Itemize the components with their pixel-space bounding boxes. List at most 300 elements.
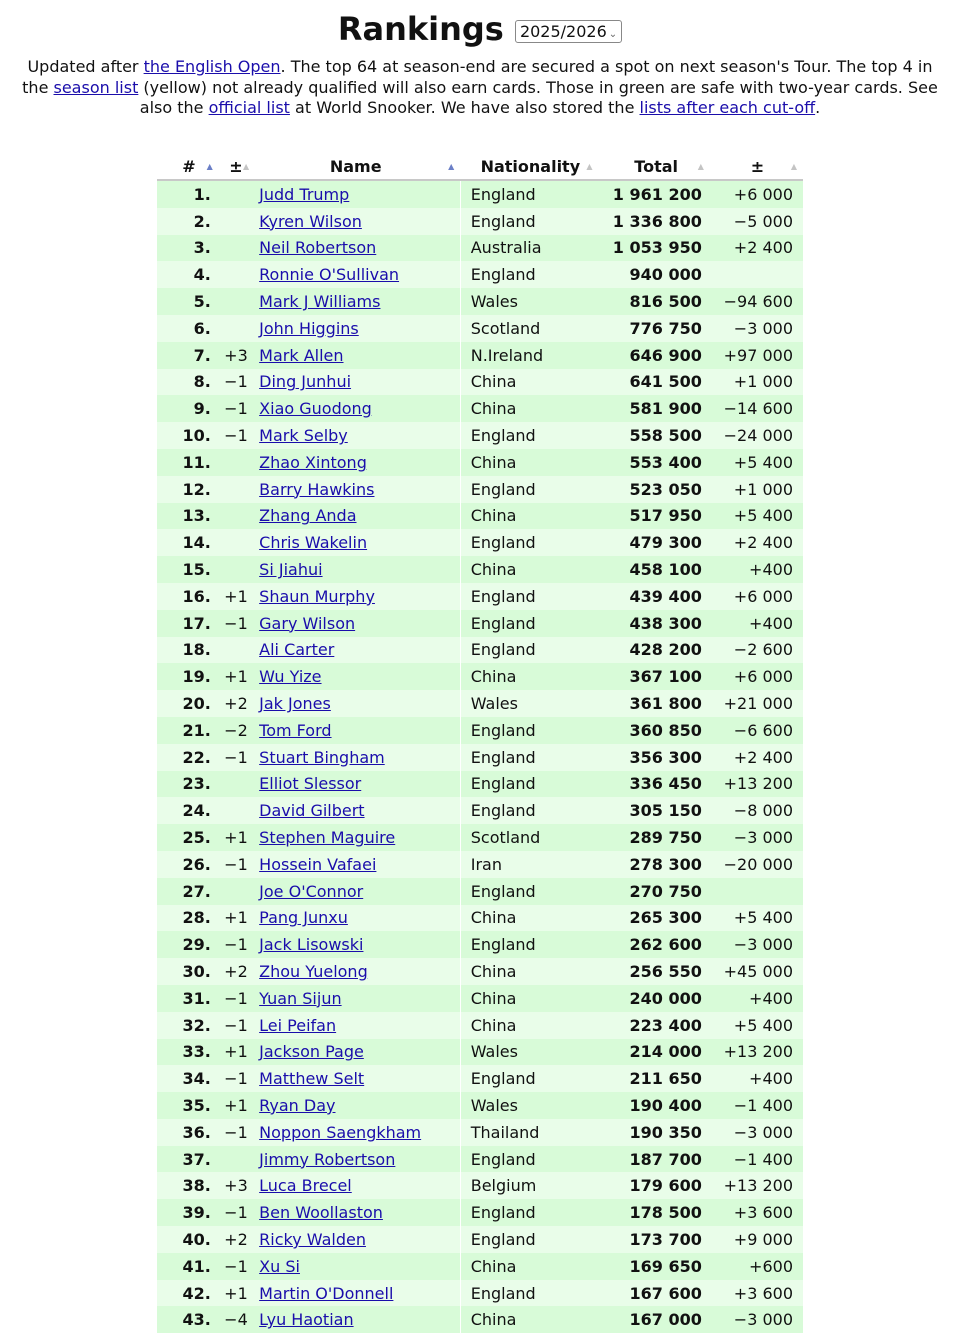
points-diff-cell [712, 851, 803, 878]
total-points-cell [600, 771, 711, 798]
table-row [157, 663, 803, 690]
total-points-cell: 178 500 [629, 1203, 702, 1223]
player-name-cell [251, 931, 460, 958]
player-name-link[interactable]: Xiao Guodong [259, 399, 372, 419]
nationality-cell: England [470, 935, 536, 955]
points-diff-cell: +5 400 [733, 506, 793, 526]
total-points-cell: 439 400 [629, 586, 702, 606]
points-diff-cell: +400 [749, 988, 793, 1008]
points-diff-cell: +9 000 [733, 1229, 793, 1249]
player-name-cell [251, 503, 460, 530]
nationality-cell [460, 1172, 600, 1199]
rank-cell [157, 878, 221, 905]
player-name-link[interactable]: Chris Wakelin [259, 533, 368, 553]
player-name-link[interactable]: Si Jiahui [259, 560, 323, 580]
player-name-link[interactable]: Luca Brecel [259, 1176, 352, 1196]
intro-text-part: . The top 64 at season-end are secured a spot on next season's Tour. The top 4 in the [22, 57, 933, 97]
player-name-link[interactable]: Zhao Xintong [259, 452, 367, 472]
nationality-cell [460, 824, 600, 851]
player-name-link[interactable]: Stuart Bingham [259, 747, 385, 767]
points-diff-cell [712, 985, 803, 1012]
table-row [157, 235, 803, 262]
points-diff-cell [712, 717, 803, 744]
rank-cell: 43. [182, 1310, 211, 1330]
rank-change-cell: −4 [224, 1310, 248, 1330]
player-name-link[interactable]: Jackson Page [259, 1042, 364, 1062]
rank-cell [157, 744, 221, 771]
player-name-link[interactable]: Neil Robertson [259, 238, 377, 258]
points-diff-cell [712, 208, 803, 235]
player-name-link[interactable]: Shaun Murphy [259, 586, 375, 606]
table-row [157, 905, 803, 932]
rank-cell [157, 824, 221, 851]
player-name-link[interactable]: Jack Lisowski [259, 935, 364, 955]
rank-change-cell [221, 235, 251, 262]
nationality-cell: Thailand [470, 1122, 540, 1142]
rank-change-cell [221, 261, 251, 288]
points-diff-cell: +3 600 [733, 1203, 793, 1223]
player-name-link[interactable]: Mark Selby [259, 426, 348, 446]
rank-cell: 42. [182, 1283, 211, 1303]
rank-change-cell [221, 797, 251, 824]
nationality-cell: Wales [470, 1095, 518, 1115]
rank-cell [157, 1065, 221, 1092]
player-name-link[interactable]: Ryan Day [259, 1095, 336, 1115]
nationality-cell [460, 663, 600, 690]
player-name-cell [251, 208, 460, 235]
cutoff-lists-link[interactable]: lists after each cut-off [639, 98, 816, 117]
player-name-link[interactable]: David Gilbert [259, 801, 365, 821]
nationality-cell: Australia [470, 238, 542, 258]
points-diff-cell [712, 315, 803, 342]
player-name-link[interactable]: Judd Trump [259, 184, 350, 204]
points-diff-cell: +6 000 [733, 667, 793, 687]
points-diff-cell [712, 905, 803, 932]
english-open-link[interactable]: the English Open [143, 57, 281, 76]
table-row [157, 1065, 803, 1092]
points-diff-cell [712, 288, 803, 315]
nationality-cell: England [470, 1229, 536, 1249]
nationality-cell [460, 931, 600, 958]
points-diff-cell [712, 744, 803, 771]
nationality-cell [460, 529, 600, 556]
nationality-cell: England [470, 586, 536, 606]
player-name-link[interactable]: Noppon Saengkham [259, 1122, 422, 1142]
player-name-link[interactable]: Martin O'Donnell [259, 1283, 394, 1303]
points-diff-cell: +5 400 [733, 908, 793, 928]
nationality-cell: China [470, 1256, 517, 1276]
rank-cell [157, 180, 221, 208]
player-name-cell [251, 663, 460, 690]
nationality-cell: China [470, 372, 517, 392]
nationality-cell [460, 583, 600, 610]
nationality-cell: Wales [470, 694, 518, 714]
points-diff-cell: +6 000 [733, 184, 793, 204]
player-name-link[interactable]: Yuan Sijun [259, 988, 342, 1008]
nationality-cell [460, 744, 600, 771]
nationality-cell: England [470, 1149, 536, 1169]
nationality-cell: England [470, 881, 536, 901]
rank-cell [157, 315, 221, 342]
rank-change-cell: −2 [224, 720, 248, 740]
table-row [157, 985, 803, 1012]
rank-cell [157, 208, 221, 235]
player-name-link[interactable]: Ronnie O'Sullivan [259, 265, 400, 285]
intro-text-part: Updated after [27, 57, 144, 76]
rank-change-cell [221, 556, 251, 583]
nationality-cell [460, 315, 600, 342]
player-name-cell [251, 1253, 460, 1280]
col-header-label: ± [229, 156, 243, 176]
table-row [157, 476, 803, 503]
rank-change-cell [221, 610, 251, 637]
player-name-link[interactable]: Elliot Slessor [259, 774, 362, 794]
rank-change-cell: +1 [224, 586, 248, 606]
total-points-cell: 940 000 [629, 265, 702, 285]
table-row [157, 1280, 803, 1307]
rank-cell: 27. [182, 881, 211, 901]
total-points-cell [600, 1119, 711, 1146]
total-points-cell [600, 369, 711, 396]
rank-change-cell: +1 [224, 1095, 248, 1115]
nationality-cell [460, 342, 600, 369]
col-header-rank[interactable] [157, 153, 221, 180]
total-points-cell: 1 336 800 [612, 211, 702, 231]
col-header-diff[interactable] [712, 153, 803, 180]
rank-cell [157, 1012, 221, 1039]
total-points-cell [600, 422, 711, 449]
total-points-cell [600, 824, 711, 851]
rank-cell: 4. [193, 265, 211, 285]
total-points-cell [600, 717, 711, 744]
total-points-cell: 646 900 [629, 345, 702, 365]
player-name-link[interactable]: Ricky Walden [259, 1229, 366, 1249]
points-diff-cell [712, 931, 803, 958]
player-name-link[interactable]: Zhou Yuelong [259, 962, 368, 981]
points-diff-cell [712, 797, 803, 824]
season-select[interactable] [515, 20, 622, 43]
total-points-cell: 214 000 [629, 1042, 702, 1062]
rank-cell: 26. [182, 854, 211, 874]
total-points-cell [600, 556, 711, 583]
player-name-link[interactable]: Xu Si [259, 1256, 300, 1276]
rank-change-cell [221, 449, 251, 476]
player-name-cell [251, 1012, 460, 1039]
player-name-cell [251, 1119, 460, 1146]
col-header-nationality[interactable] [460, 153, 600, 180]
rank-change-cell [221, 342, 251, 369]
total-points-cell: 356 300 [629, 747, 702, 767]
player-name-cell [251, 958, 460, 985]
total-points-cell: 458 100 [629, 560, 702, 580]
points-diff-cell: −3 000 [733, 318, 793, 338]
rank-change-cell [221, 1012, 251, 1039]
rank-change-cell: +2 [224, 962, 248, 981]
table-row [157, 771, 803, 798]
player-name-cell [251, 235, 460, 262]
rank-cell: 6. [193, 318, 211, 338]
player-name-link[interactable]: Pang Junxu [259, 908, 348, 928]
points-diff-cell: −3 000 [733, 1122, 793, 1142]
official-list-link[interactable]: official list [208, 98, 290, 117]
rank-cell [157, 261, 221, 288]
rank-cell: 8. [193, 372, 211, 392]
nationality-cell [460, 878, 600, 905]
points-diff-cell [712, 449, 803, 476]
rank-cell: 28. [182, 908, 211, 928]
rank-change-cell [221, 1226, 251, 1253]
points-diff-cell [712, 1199, 803, 1226]
table-row [157, 342, 803, 369]
points-diff-cell: −3 000 [733, 828, 793, 848]
player-name-link[interactable]: Tom Ford [259, 720, 332, 740]
nationality-cell: Belgium [470, 1176, 537, 1196]
rank-change-cell [221, 1253, 251, 1280]
player-name-cell [251, 449, 460, 476]
total-points-cell: 270 750 [629, 881, 702, 901]
player-name-link[interactable]: Jimmy Robertson [259, 1149, 396, 1169]
rank-change-cell: +1 [224, 1283, 248, 1303]
points-diff-cell: +21 000 [723, 694, 793, 714]
total-points-cell [600, 288, 711, 315]
player-name-cell [251, 1280, 460, 1307]
total-points-cell: 361 800 [629, 694, 702, 714]
table-row [157, 208, 803, 235]
total-points-cell [600, 1146, 711, 1173]
rank-change-cell: +1 [224, 667, 248, 687]
rank-change-cell [221, 931, 251, 958]
rank-change-cell [221, 395, 251, 422]
total-points-cell: 816 500 [629, 292, 702, 312]
points-diff-cell: +13 200 [723, 1176, 793, 1196]
total-points-cell [600, 1065, 711, 1092]
player-name-link[interactable]: Wu Yize [259, 667, 322, 687]
table-row [157, 1039, 803, 1066]
player-name-cell [251, 395, 460, 422]
points-diff-cell [712, 690, 803, 717]
rank-cell [157, 1172, 221, 1199]
col-header-label: Name [329, 156, 382, 176]
intro-text-part: . [815, 98, 821, 117]
nationality-cell [460, 208, 600, 235]
total-points-cell [600, 342, 711, 369]
table-row [157, 958, 803, 985]
col-header-label: ± [750, 156, 765, 176]
total-points-cell [600, 637, 711, 664]
rank-cell: 7. [193, 345, 211, 365]
player-name-cell [251, 851, 460, 878]
nationality-cell: China [470, 908, 517, 928]
player-name-link[interactable]: Jak Jones [259, 694, 331, 714]
table-row [157, 690, 803, 717]
rank-change-cell [221, 771, 251, 798]
rank-cell [157, 583, 221, 610]
rank-cell [157, 529, 221, 556]
table-row [157, 637, 803, 664]
total-points-cell: 428 200 [629, 640, 702, 660]
player-name-cell [251, 261, 460, 288]
season-list-link[interactable]: season list [53, 77, 139, 97]
nationality-cell: England [470, 479, 536, 499]
rank-cell [157, 1306, 221, 1333]
total-points-cell: 479 300 [629, 533, 702, 553]
nationality-cell: England [470, 747, 536, 767]
points-diff-cell [712, 771, 803, 798]
nationality-cell: England [470, 720, 536, 740]
intro-text [14, 57, 946, 119]
points-diff-cell [712, 1119, 803, 1146]
table-row [157, 1146, 803, 1173]
rank-change-cell [221, 1065, 251, 1092]
nationality-cell [460, 369, 600, 396]
player-name-link[interactable]: Mark Allen [259, 345, 344, 365]
nationality-cell: Scotland [470, 828, 541, 848]
rank-cell: 10. [182, 426, 211, 446]
player-name-link[interactable]: Ali Carter [259, 640, 335, 660]
points-diff-cell: −8 000 [733, 801, 793, 821]
nationality-cell: China [470, 962, 517, 981]
table-row [157, 583, 803, 610]
table-row [157, 824, 803, 851]
sort-icon: ▲ [586, 162, 593, 171]
rank-cell [157, 342, 221, 369]
nationality-cell [460, 476, 600, 503]
table-header-row [157, 153, 803, 180]
points-diff-cell [712, 1012, 803, 1039]
nationality-cell [460, 556, 600, 583]
total-points-cell [600, 1280, 711, 1307]
total-points-cell [600, 851, 711, 878]
table-row [157, 529, 803, 556]
points-diff-cell [712, 1280, 803, 1307]
rank-cell: 19. [182, 667, 211, 687]
table-row [157, 717, 803, 744]
rank-change-cell [221, 637, 251, 664]
rank-change-cell [221, 503, 251, 530]
player-name-link[interactable]: Stephen Maguire [259, 828, 396, 848]
nationality-cell: England [470, 533, 536, 553]
col-header-total[interactable] [600, 153, 711, 180]
rank-change-cell [221, 824, 251, 851]
nationality-cell [460, 851, 600, 878]
points-diff-cell [712, 503, 803, 530]
rank-cell: 23. [182, 774, 211, 794]
player-name-link[interactable]: Mark J Williams [259, 292, 381, 312]
player-name-cell [251, 985, 460, 1012]
table-row [157, 744, 803, 771]
player-name-link[interactable]: Barry Hawkins [259, 479, 375, 499]
rank-cell [157, 717, 221, 744]
player-name-link[interactable]: Kyren Wilson [259, 211, 362, 231]
rank-cell [157, 905, 221, 932]
nationality-cell: China [470, 1310, 517, 1330]
points-diff-cell: +3 600 [733, 1283, 793, 1303]
rank-cell: 17. [182, 613, 211, 633]
total-points-cell: 190 400 [629, 1095, 702, 1115]
rank-change-cell [221, 1039, 251, 1066]
player-name-link[interactable]: Gary Wilson [259, 613, 356, 633]
player-name-cell [251, 824, 460, 851]
col-header-change[interactable] [221, 153, 251, 180]
total-points-cell [600, 1199, 711, 1226]
player-name-link[interactable]: Ben Woollaston [259, 1203, 383, 1223]
rank-cell: 20. [182, 694, 211, 714]
player-name-link[interactable]: Matthew Selt [259, 1069, 365, 1089]
points-diff-cell: −1 400 [733, 1149, 793, 1169]
rank-cell: 13. [182, 506, 211, 526]
rank-cell [157, 422, 221, 449]
sort-icon: ▲ [243, 162, 250, 171]
nationality-cell: England [470, 426, 536, 446]
player-name-cell [251, 1092, 460, 1119]
player-name-link[interactable]: Hossein Vafaei [259, 854, 377, 874]
rank-change-cell [221, 1306, 251, 1333]
total-points-cell: 289 750 [629, 828, 702, 848]
points-diff-cell [712, 556, 803, 583]
rank-change-cell [221, 958, 251, 985]
player-name-cell [251, 1146, 460, 1173]
page-title: Rankings [337, 10, 504, 48]
points-diff-cell: +400 [749, 560, 793, 580]
nationality-cell [460, 1199, 600, 1226]
rank-change-cell: −1 [224, 854, 248, 874]
table-row [157, 797, 803, 824]
points-diff-cell: +45 000 [723, 962, 793, 981]
total-points-cell [600, 208, 711, 235]
points-diff-cell: +2 400 [733, 238, 793, 258]
nationality-cell [460, 771, 600, 798]
total-points-cell: 167 000 [629, 1310, 702, 1330]
rank-change-cell: −1 [224, 988, 248, 1008]
table-row [157, 180, 803, 208]
player-name-link[interactable]: Ding Junhui [259, 372, 352, 392]
rank-cell: 25. [182, 828, 211, 848]
nationality-cell [460, 235, 600, 262]
total-points-cell [600, 663, 711, 690]
rank-change-cell: −1 [224, 1069, 248, 1089]
points-diff-cell: −3 000 [733, 935, 793, 955]
points-diff-cell: −6 600 [733, 720, 793, 740]
player-name-cell [251, 1172, 460, 1199]
rank-change-cell [221, 476, 251, 503]
total-points-cell [600, 180, 711, 208]
points-diff-cell [712, 422, 803, 449]
player-name-link[interactable]: Joe O'Connor [259, 881, 364, 901]
player-name-link[interactable]: Zhang Anda [259, 506, 357, 526]
rank-change-cell [221, 1199, 251, 1226]
player-name-link[interactable]: John Higgins [259, 318, 359, 338]
total-points-cell [600, 1226, 711, 1253]
total-points-cell: 223 400 [629, 1015, 702, 1035]
total-points-cell [600, 1039, 711, 1066]
player-name-link[interactable]: Lyu Haotian [259, 1310, 354, 1330]
points-diff-cell: +13 200 [723, 1042, 793, 1062]
rank-change-cell [221, 288, 251, 315]
player-name-cell [251, 1039, 460, 1066]
total-points-cell: 581 900 [629, 399, 702, 419]
points-diff-cell: +600 [749, 1256, 793, 1276]
player-name-link[interactable]: Lei Peifan [259, 1015, 337, 1035]
col-header-name[interactable] [251, 153, 460, 180]
points-diff-cell: −3 000 [733, 1310, 793, 1330]
player-name-cell [251, 180, 460, 208]
rank-cell: 33. [182, 1042, 211, 1062]
total-points-cell [600, 744, 711, 771]
rank-change-cell [221, 1146, 251, 1173]
rank-change-cell [221, 878, 251, 905]
rank-cell: 21. [182, 720, 211, 740]
points-diff-cell [712, 878, 803, 905]
